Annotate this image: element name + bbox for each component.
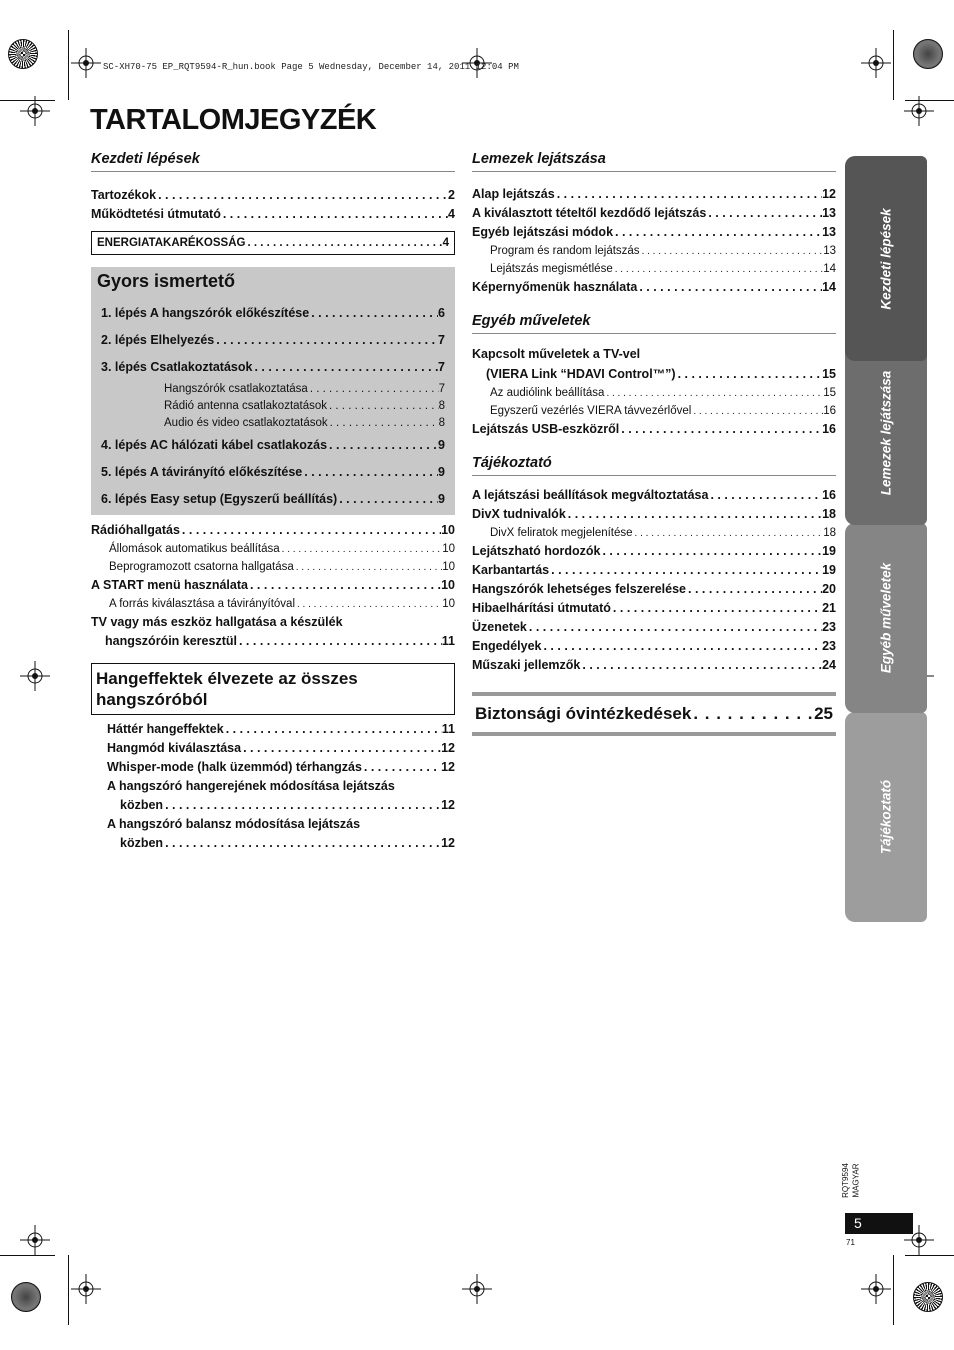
toc-entry[interactable]: Engedélyek . . . 23 bbox=[472, 637, 836, 656]
crosshair-icon bbox=[861, 48, 891, 78]
toc-subentry[interactable]: A forrás kiválasztása a távirányítóval . . . 10 bbox=[91, 595, 455, 613]
toc-entry[interactable]: DivX tudnivalók . . . 18 bbox=[472, 505, 836, 524]
toc-entry[interactable]: Tartozékok . . . 2 bbox=[91, 186, 455, 205]
toc-entry-volume[interactable]: A hangszóró hangerejének módosítása lejátszás bbox=[107, 779, 395, 793]
toc-entry-volume-cont[interactable]: közben . . . 12 bbox=[107, 796, 455, 815]
side-tab-2[interactable] bbox=[845, 523, 927, 713]
toc-entry-tv[interactable]: TV vagy más eszköz hallgatása a készülék bbox=[91, 615, 343, 629]
crosshair-icon bbox=[462, 1274, 492, 1304]
quick-guide-step[interactable]: 3. lépés Csatlakoztatások . . . 7 bbox=[91, 353, 455, 380]
toc-entry-safety[interactable]: Biztonsági óvintézkedések . . . 25 bbox=[472, 692, 836, 736]
toc-subentry[interactable]: DivX feliratok megjelenítése . . . 18 bbox=[472, 524, 836, 542]
toc-entry[interactable]: Háttér hangeffektek . . . 11 bbox=[107, 720, 455, 739]
crosshair-icon bbox=[71, 48, 101, 78]
sub-page-number: 71 bbox=[846, 1238, 855, 1247]
print-header: SC-XH70-75 EP_RQT9594-R_hun.book Page 5 Wednesday, December 14, 2011 12:04 PM bbox=[103, 62, 519, 72]
toc-entry-energy[interactable]: ENERGIATAKARÉKOSSÁG . . . 4 bbox=[91, 231, 455, 255]
toc-subentry[interactable]: Lejátszás megismétlése . . . 14 bbox=[472, 260, 836, 278]
toc-subentry[interactable]: Egyszerű vezérlés VIERA távvezérlővel . . . 16 bbox=[472, 402, 836, 420]
quick-guide-subentry[interactable]: Audio és video csatlakoztatások . . . 8 bbox=[91, 414, 455, 431]
side-tab-3[interactable] bbox=[845, 712, 927, 922]
quick-guide-heading: Gyors ismertető bbox=[97, 271, 236, 291]
toc-entry-balance[interactable]: A hangszóró balansz módosítása lejátszás bbox=[107, 817, 361, 831]
toc-subentry[interactable]: Az audiólink beállítása . . . 15 bbox=[472, 384, 836, 402]
toc-entry[interactable]: Alap lejátszás . . . 12 bbox=[472, 185, 836, 204]
toc-entry[interactable]: Hangszórók lehetséges felszerelése . . . 20 bbox=[472, 580, 836, 599]
quick-guide-step[interactable]: 2. lépés Elhelyezés . . . 7 bbox=[91, 326, 455, 353]
toc-subentry[interactable]: Állomások automatikus beállítása . . . 10 bbox=[91, 540, 455, 558]
page-number: 5 bbox=[854, 1215, 862, 1231]
toc-entry[interactable]: Képernyőmenük használata . . . 14 bbox=[472, 278, 836, 297]
toc-subentry[interactable]: Beprogramozott csatorna hallgatása . . . 10 bbox=[91, 558, 455, 576]
quick-guide-subentry[interactable]: Rádió antenna csatlakoztatások . . . 8 bbox=[91, 397, 455, 414]
toc-entry[interactable]: Whisper-mode (halk üzemmód) térhangzás . . . 12 bbox=[107, 758, 455, 777]
crosshair-icon bbox=[904, 96, 934, 126]
toc-entry[interactable]: (VIERA Link “HDAVI Control™”) . . . 15 bbox=[472, 365, 836, 384]
section-heading-egyeb: Egyéb műveletek bbox=[472, 313, 836, 334]
section-heading-lemezek: Lemezek lejátszása bbox=[472, 151, 836, 172]
toc-entry[interactable]: A START menü használata . . . 10 bbox=[91, 576, 455, 595]
registration-wheel-icon bbox=[8, 39, 38, 69]
toc-entry[interactable]: Rádióhallgatás . . . 10 bbox=[91, 521, 455, 540]
quick-guide-step[interactable]: 1. lépés A hangszórók előkészítése . . . 6 bbox=[91, 299, 455, 326]
toc-entry-balance-cont[interactable]: közben . . . 12 bbox=[107, 834, 455, 853]
toc-entry[interactable]: Üzenetek . . . 23 bbox=[472, 618, 836, 637]
toc-entry[interactable]: A kiválasztott tételtől kezdődő lejátszás . . . 13 bbox=[472, 204, 836, 223]
toc-subentry[interactable]: Program és random lejátszás . . . 13 bbox=[472, 242, 836, 260]
doc-code: RQT9594 bbox=[840, 1163, 850, 1198]
page-number-box bbox=[845, 1213, 913, 1234]
section-heading-kezdeti: Kezdeti lépések bbox=[91, 151, 455, 172]
toc-entry[interactable]: Egyéb lejátszási módok . . . 13 bbox=[472, 223, 836, 242]
quick-guide-step[interactable]: 4. lépés AC hálózati kábel csatlakozás . . . 9 bbox=[91, 431, 455, 458]
right-column bbox=[472, 151, 836, 736]
toc-entry[interactable]: Műszaki jellemzők . . . 24 bbox=[472, 656, 836, 675]
toc-entry[interactable]: Karbantartás . . . 19 bbox=[472, 561, 836, 580]
toc-entry[interactable]: Hangmód kiválasztása . . . 12 bbox=[107, 739, 455, 758]
toc-entry[interactable]: Hibaelhárítási útmutató . . . 21 bbox=[472, 599, 836, 618]
page-title: TARTALOMJEGYZÉK bbox=[90, 104, 377, 136]
crosshair-icon bbox=[20, 1225, 50, 1255]
toc-entry[interactable]: Lejátszás USB-eszközről . . . 16 bbox=[472, 420, 836, 439]
toc-entry-tv-cont[interactable]: hangszóróin keresztül . . . 11 bbox=[91, 632, 455, 651]
registration-wheel-icon bbox=[913, 1282, 943, 1312]
sound-effects-heading: Hangeffektek élvezete az összes hangszóróból bbox=[91, 663, 455, 715]
crosshair-icon bbox=[861, 1274, 891, 1304]
quick-guide-box bbox=[91, 267, 455, 515]
toc-entry[interactable]: Működtetési útmutató . . . 4 bbox=[91, 205, 455, 224]
toc-entry-tv-link[interactable]: Kapcsolt műveletek a TV-vel bbox=[472, 347, 641, 361]
crosshair-icon bbox=[20, 96, 50, 126]
side-tab-0[interactable] bbox=[845, 156, 927, 361]
language-label: MAGYAR bbox=[851, 1163, 861, 1198]
section-heading-tajekoztato: Tájékoztató bbox=[472, 455, 836, 476]
side-tab-label: Tájékoztató bbox=[878, 779, 894, 855]
side-tab-label: Egyéb műveletek bbox=[878, 562, 894, 674]
crosshair-icon bbox=[71, 1274, 101, 1304]
quick-guide-step[interactable]: 5. lépés A távirányító előkészítése . . . 9 bbox=[91, 458, 455, 485]
registration-wheel-icon bbox=[913, 39, 943, 69]
side-tab-label: Lemezek lejátszása bbox=[878, 370, 894, 495]
quick-guide-subentry[interactable]: Hangszórók csatlakoztatása . . . 7 bbox=[91, 380, 455, 397]
footer-codes bbox=[842, 1160, 872, 1204]
side-tab-1[interactable] bbox=[845, 340, 927, 525]
left-column bbox=[91, 151, 455, 853]
registration-wheel-icon bbox=[11, 1282, 41, 1312]
crosshair-icon bbox=[20, 661, 50, 691]
side-tab-label: Kezdeti lépések bbox=[878, 207, 894, 310]
quick-guide-step[interactable]: 6. lépés Easy setup (Egyszerű beállítás) . . . 9 bbox=[91, 485, 455, 512]
toc-entry[interactable]: A lejátszási beállítások megváltoztatása . . . 16 bbox=[472, 486, 836, 505]
toc-entry[interactable]: Lejátszható hordozók . . . 19 bbox=[472, 542, 836, 561]
